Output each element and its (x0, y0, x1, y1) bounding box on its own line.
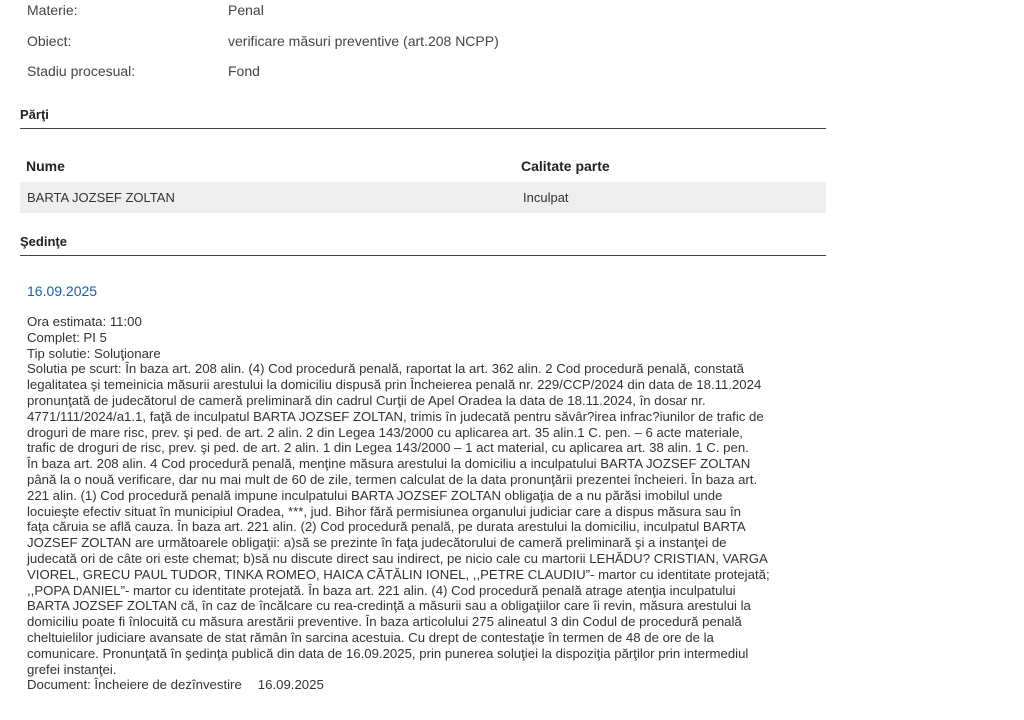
solutia-line: Solutia pe scurt: În baza art. 208 alin. (4) Cod procedură penală, raportat la art. 362 alin. 2 Cod procedură penală, constată (27, 361, 744, 377)
column-header-nume: Nume (26, 158, 65, 174)
solutia-line: grefei instanţei. (27, 661, 117, 677)
table-row (20, 182, 826, 213)
document-date: 16.09.2025 (257, 677, 324, 693)
party-role: Inculpat (523, 190, 569, 205)
stadiu-label: Stadiu procesual: (27, 63, 136, 79)
materie-label: Materie: (27, 2, 78, 18)
solutia-line: locuieşte efectiv situat în municipiul Oradea, ***, jud. Bihor fără permisiunea organului judiciar care a dispus măsura sau în (27, 503, 741, 519)
complet: Complet: PI 5 (27, 329, 107, 345)
solutia-line: 221 alin. (1) Cod procedură penală impune inculpatului BARTA JOZSEF ZOLTAN obligaţia de a nu părăsi imobilul unde (27, 487, 723, 503)
solutia-line: domiciliu poate fi înlocuită cu măsura arestării preventive. În baza articolului 275 alineatul 3 din Codul de procedură penală (27, 614, 742, 630)
solutia-line: VIOREL, GRECU PAUL TUDOR, TINKA ROMEO, HAICA CĂTĂLIN IONEL, ,,PETRE CLAUDIU”- martor cu identitate protejată; (27, 566, 770, 582)
solutia-line: BARTA JOZSEF ZOLTAN că, în caz de încălcare cu rea-credinţă a măsurii sau a obligaţiilor care îi revin, măsura arestului la (27, 598, 751, 614)
sedinte-section-title: Şedinţe (20, 234, 826, 256)
solutia-line: până la o nouă verificare, dar nu mai mult de 60 de zile, termen calculat de la data pronunţării prezentei încheieri. În baza art. (27, 471, 758, 487)
solutia-line: judecată ori de câte ori este chemat; b)să nu discute direct sau indirect, pe nicio cale cu martorii LEHĂDU? CRISTIAN, VARGA (27, 550, 768, 566)
document-label: Document: Încheiere de dezînvestire (27, 677, 242, 693)
parti-section-title: Părţi (20, 107, 826, 129)
solutia-line: cheltuielilor judiciare avansate de stat rămân în sarcina acestuia. Cu drept de contestaţie în termen de 48 de ore de la (27, 629, 714, 645)
solutia-line: ,,POPA DANIEL”- martor cu identitate protejată. În baza art. 221 alin. (4) Cod procedură penală atrage atenţia inculpatului (27, 582, 736, 598)
solutia-line: comunicare. Pronunţată în şedinţa publică din data de 16.09.2025, prin punerea soluţiei la dispoziţia părţilor prin intermediul (27, 645, 749, 661)
solutia-line: 4771/111/2024/a1.1, faţă de inculpatul BARTA JOZSEF ZOLTAN, trimis în judecată pentru săvâr?irea infrac?iunilor de trafic de (27, 408, 764, 424)
obiect-value: verificare măsuri preventive (art.208 NCPP) (228, 33, 499, 49)
party-name: BARTA JOZSEF ZOLTAN (27, 190, 175, 205)
materie-value: Penal (228, 2, 264, 18)
solutia-line: droguri de mare risc, prev. şi ped. de art. 2 alin. 2 din Legea 143/2000 cu aplicarea art. 35 alin.1 C. pen. – 6 acte materiale, (27, 424, 743, 440)
solutia-line: JOZSEF ZOLTAN are următoarele obligaţii: a)să se prezinte în faţa judecătorului de cameră preliminară şi a instanţei de (27, 535, 727, 551)
document-line (27, 677, 827, 693)
session-date-link[interactable]: 16.09.2025 (27, 283, 98, 299)
ora-estimata: Ora estimata: 11:00 (27, 314, 142, 329)
solutia-line: faţa căruia se află cauza. În baza art. 221 alin. (2) Cod procedură penală, pe durata arestului la domiciliu, inculpatul BARTA (27, 519, 746, 535)
solutia-line: pronunţată de judecătorul de cameră preliminară din cadrul Curţii de Apel Oradea la data de 18.11.2024, în dosar nr. (27, 392, 706, 408)
session-details (27, 314, 827, 693)
tip-solutie: Tip solutie: Soluţionare (27, 345, 161, 361)
obiect-label: Obiect: (27, 33, 72, 49)
column-header-calitate: Calitate parte (521, 158, 610, 174)
solutia-text (27, 361, 827, 677)
solutia-line: legalitatea şi temeinicia măsurii arestului la domiciliu dispusă prin Încheierea penală nr. 229/CCP/2024 din data de 18.11.2024 (27, 377, 762, 393)
stadiu-value: Fond (228, 63, 260, 79)
solutia-line: În baza art. 208 alin. 4 Cod procedură penală, menţine măsura arestului la domiciliu a inculpatului BARTA JOZSEF ZOLTAN (27, 456, 751, 472)
solutia-line: trafic de droguri de risc, prev. şi ped. de art. 2 alin. 1 din Legea 143/2000 – 1 act material, cu aplicarea art. 38 alin. 1 C. pen. (27, 440, 749, 456)
